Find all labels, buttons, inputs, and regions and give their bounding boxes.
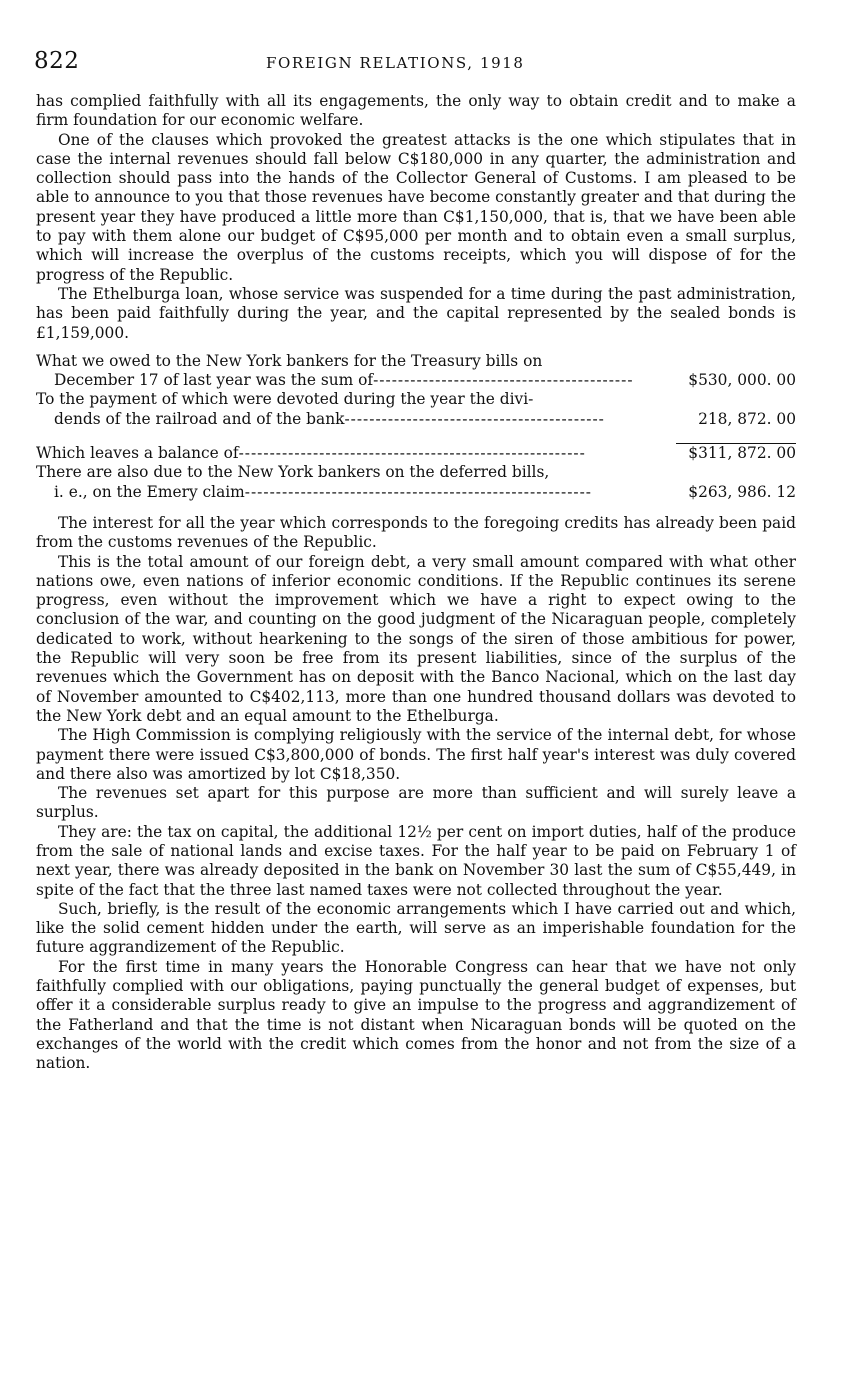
paragraph: For the first time in many years the Honorable Congress can hear that we have not only faithfully complied with our obligations, paying punctually the general budget of expenses, but offer it a considerable surplus ready to give an impulse to the progress and aggrandizement of the Fatherland and that the time is not distant when Nicaraguan bonds will be quoted on the exchanges of the world with the credit which comes from the honor and not from the size of a nation. xyxy=(36,957,796,1073)
ledger-entry xyxy=(36,463,796,502)
running-head: FOREIGN RELATIONS, 1918 xyxy=(266,54,525,72)
paragraph: Such, briefly, is the result of the economic arrangements which I have carried out and which, like the solid cement hidden under the earth, will serve as an imperishable foundation for the future aggrandizement of the Republic. xyxy=(36,899,796,957)
ledger-amount: $530, 000. 00 xyxy=(688,371,796,390)
ledger-entry-line: What we owed to the New York bankers for the Treasury bills on xyxy=(36,351,543,370)
ledger-entry-description xyxy=(36,410,676,429)
ledger-amount: $311, 872. 00 xyxy=(676,443,796,463)
paragraph: This is the total amount of our foreign debt, a very small amount compared with what other nations owe, even nations of inferior economic conditions. If the Republic continues its serene progress, even without the improvement which we have a right to expect owing to the conclusion of the war, and counting on the good judgment of the Nicaraguan people, completely dedicated to work, without hearkening to the songs of the siren of those ambitious for power, the Republic will very soon be free from its present liabilities, since of the surplus of the revenues which the Government has on deposit with the Banco Nacional, which on the last day of November amounted to C$402,113, more than one hundred thousand dollars was devoted to the New York debt and an equal amount to the Ethelburga. xyxy=(36,552,796,725)
ledger-entry-description xyxy=(36,483,676,502)
body-text xyxy=(36,92,796,1074)
ledger-entry-line: To the payment of which were devoted during the year the divi- xyxy=(36,390,534,409)
dot-leader: -------------------------------------------------------- xyxy=(238,444,586,463)
paragraph: has complied faithfully with all its engagements, the only way to obtain credit and to make a firm foundation for our economic welfare. xyxy=(36,92,796,130)
ledger-entry-description xyxy=(36,444,676,463)
ledger-entry xyxy=(36,441,796,463)
paragraph: The Ethelburga loan, whose service was suspended for a time during the past administration, has been paid faithfully during the year, and the capital represented by the sealed bonds is £1,159,000. xyxy=(36,284,796,342)
ledger-entry-text: December 17 of last year was the sum of xyxy=(54,371,374,390)
ledger-entry-line: There are also due to the New York bankers on the deferred bills, xyxy=(36,463,550,482)
ledger-entry-text: Which leaves a balance of xyxy=(36,444,239,463)
ledger-entry-text: dends of the railroad and of the bank xyxy=(54,409,345,428)
paragraph: The revenues set apart for this purpose are more than sufficient and will surely leave a surplus. xyxy=(36,784,796,822)
ledger-entry xyxy=(36,352,796,391)
page-header xyxy=(34,48,794,78)
dot-leader: -------------------------------------------------------- xyxy=(244,482,593,501)
paragraph: They are: the tax on capital, the additional 12½ per cent on import duties, half of the produce from the sale of national lands and excise taxes. For the half year to be paid on February 1 of next year, there was already deposited in the bank on November 30 last the sum of C$55,449, in spite of the fact that the three last named taxes were not collected throughout the year. xyxy=(36,822,796,899)
debt-ledger xyxy=(36,352,796,502)
ledger-amount: $263, 986. 12 xyxy=(688,482,796,501)
ledger-entry-text: i. e., on the Emery claim xyxy=(54,482,245,501)
ledger-entry-description xyxy=(36,371,676,390)
paragraph: The interest for all the year which corresponds to the foregoing credits has already been paid from the customs revenues of the Republic. xyxy=(36,513,796,552)
paragraph: The High Commission is complying religiously with the service of the internal debt, for whose payment there were issued C$3,800,000 of bonds. The first half year's interest was duly covered and there also was amortized by lot C$18,350. xyxy=(36,726,796,783)
ledger-entry xyxy=(36,390,796,429)
dot-leader: ------------------------------------------ xyxy=(344,409,605,428)
page-number: 822 xyxy=(34,48,80,74)
dot-leader: ------------------------------------------ xyxy=(373,371,634,390)
paragraph: One of the clauses which provoked the greatest attacks is the one which stipulates that in case the internal revenues should fall below C$180,000 in any quarter, the administration and collection should pass into the hands of the Collector General of Customs. I am pleased to be able to announce to you that those revenues have become constantly greater and that during the present year they have produced a little more than C$1,150,000, that is, that we have been able to pay with them alone our budget of C$95,000 per month and to obtain even a small surplus, which will increase the overplus of the customs receipts, which you will dispose of for the progress of the Republic. xyxy=(36,130,796,284)
ledger-amount: 218, 872. 00 xyxy=(698,409,796,428)
